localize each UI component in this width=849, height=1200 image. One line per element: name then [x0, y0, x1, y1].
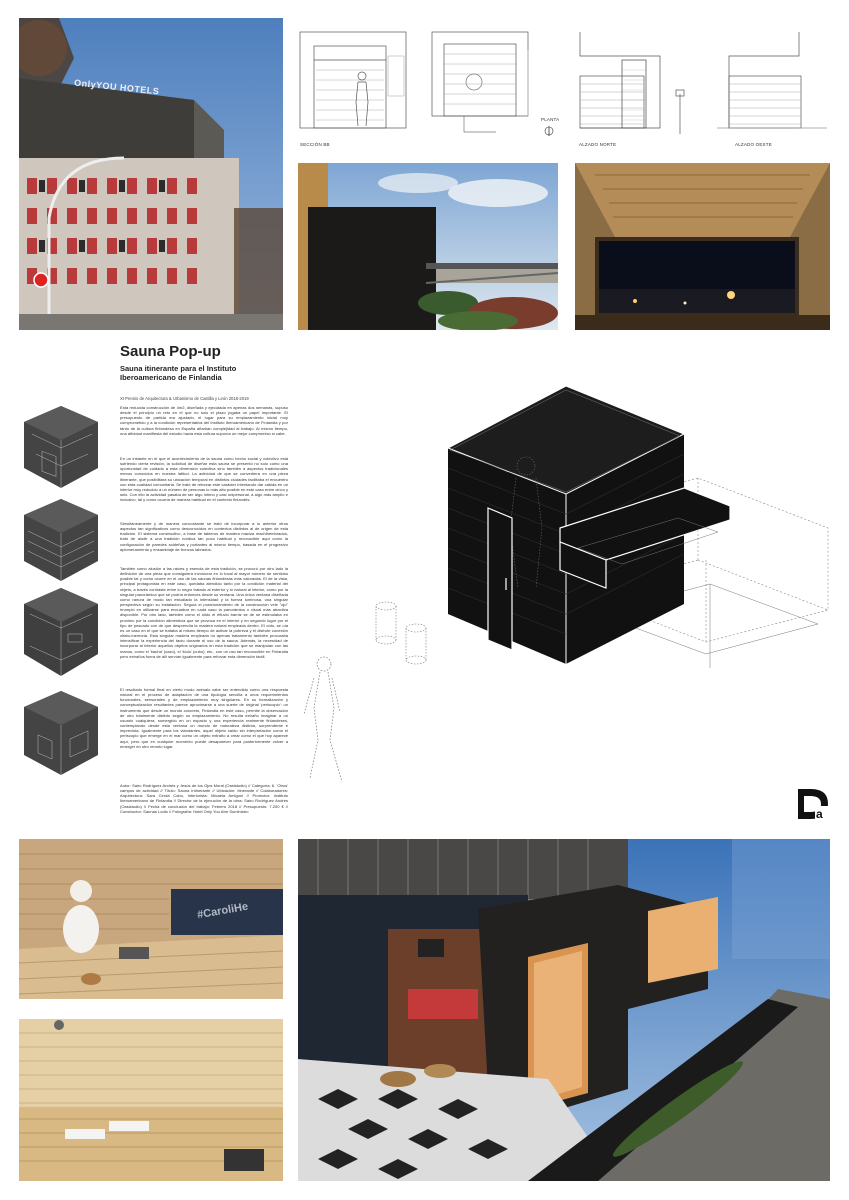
- label-north-elevation: ALZADO NORTE: [579, 142, 617, 147]
- label-section: SECCIÓN BB: [300, 142, 330, 147]
- window-text: #CaroliHe: [196, 900, 250, 922]
- drawing-plan: [430, 30, 540, 135]
- drawing-west-elevation: [715, 30, 830, 135]
- body-paragraph-5: El resultado formal final en cierto modo acimalo cabe ser entendido como una respuesta natural en el proceso de adaptación de una tipología sencilla a unos requerimientos funcionales, sensoriales y de emplazamiento muy singulares. En su formalización y conceptualización resultantes parece aproximarse a una suerte de original 'periscopio': un instrumento que desde un mundo concreto, Finlandia en este caso, permite la observación de otro totalmente distinto según su emplazamiento. No resulta extraño imaginar a un usuario cualquiera, sumergido en un espacio y una experiencia realmente finlandeses, contemplando desde esta ventana un mundo de naturaleza distinta, sorprendente e imprevista. Igualmente para los viandantes, aquel objeto caído sin interpretación como el periscopio que emerge en el mar como un objeto extraño a crear como el que hoy aparece aquí, pero que en cualquier momento puede desaparecer para posteriormente volver a emerger en otro remoto lugar.: [120, 687, 288, 749]
- photo-hotel-facade: [19, 18, 283, 330]
- credits-block: Autor: Sairo Rodríguez Andrés y Jesús de los Ojos Moral (Oasistudio) // Categoría: 6. 'Otros' campos de actividad // Título: Sauna Intinerante // Ubicación: Itinerante // Colaboradores: Arquitectura: Sara Cerdá Cobo, Interiorista: Micaela Amigoni // Promotor: Instituto Iberoamericano de Finlandia // Director de la ejecución de la obra: Sairo Rodríguez Andrés (Oasistudio) // Fecha de conclusión del trabajo: Febrero 2018 // Presupuesto: 7.200 € // Constructor: Saunas Lodio // Fotografía: Hotel Only You Atre Suministro: [120, 783, 288, 814]
- svg-text:a: a: [816, 807, 823, 820]
- photo-window-view-interior: [575, 163, 830, 330]
- body-paragraph-3: Simultáneamente y de manera concordante se trató de incorporar a lo anterior otros aspectos tan significativos como desconocidos en contextos distintos al de origen de esta tradición. El sistema constructivo, a base de tableros de madera maciza machihembrados, trató de aludir a una tradición nórdica tan poco habitual y reconocible aquí como la configuración de paredes soldeñas y portantes al mismo tiempo, basada en el progresivo aplomeramiento y ensamblaje de troncos labrados.: [120, 521, 288, 552]
- axon-cube-3: [22, 586, 100, 678]
- award-line: XI Premio de Arquitectura & Urbanismo de Castilla y León 2018-2019: [120, 396, 249, 401]
- axon-cube-2: [22, 497, 100, 583]
- label-plan: PLANTA: [541, 117, 560, 122]
- north-arrow-icon: [544, 124, 554, 136]
- photo-exterior-dusk: [298, 839, 830, 1181]
- project-subtitle: Sauna itinerante para el Instituto Iberoamericano de Finlandia: [120, 364, 237, 382]
- drawing-section-bb: [298, 30, 408, 130]
- body-paragraph-4: También como alusión a las raíces y esencia de esta tradición, se procuró por otro lado la definición de una pieza que consiguiera involucrar en lo tocal al mayor número de sentidos posible tal y como ocurre en el uso de las saunas finlandesas más valoradas. El de la vista, principal protagonista en este caso, quedaba atendido tanto por la condición material del objeto, a través contraste entre lo negro tratado al exterior y lo natural al interior, como por la singular panorámica que se podría entonces desde su ventana. Una única ventana diseñada como ranura de modo tan estudiado la intensidad y la fuerza luminosa, una singular perspectiva según su instalación. Seguía el posicionamiento de la construcción vele "ojo" irrumpió en utilizarse para encuadrar en cada caso la panorámica o visual más atractiva disponible. Por otro lado, también como el olido el efluvio barniz se de se estimulaba en proximo por la condición alimenticia que se provoca en el interior y en segundo lugar por el tipo de pescado con de que desprendía la madera natural empleada dentro. El oído, se oía es un caso en el que se trataba al mismo tiempo de activar la pobreza y el disfrute conexión olfato-memoria. Esta singular madera empleada no apenas tratamiento también procuraba intensificar la experiencia del tacto durante el uso de la sauna. Además, la necesidad de incorporar al interior aquellos objetos originarios en esta tradición que se manipulan con las manos, como el 'kauha' (cazo), el 'kiulu' (cubo), etc., con un uso tan reconocible en Finlandia pero extraños fuera de allí servían igualmente para reforzar esta dimensión táctil.: [120, 566, 288, 659]
- hotel-sign-text: OnlyYOU HOTELS: [73, 77, 160, 97]
- photo-interior-woman: [19, 839, 283, 999]
- photo-terrace-exterior: [298, 163, 558, 330]
- axon-cube-1: [22, 404, 100, 490]
- body-paragraph-2: En un instante en el que el acontecimiento de la sauna como hecho social y colectivo está sufriendo cierta revisión, la solicitud de diseñar esta sauna se presentó no solo como una oportunidad de cuidado a esta dimensión colectiva sino también a aspectos tradicionales menos conocidos en nuestra latitud. La actividad de que se convertiera en una pieza itinerante, que posibilitara su ubicación temporal en distintos ciudades facilitaba el encuentro con esta cualidad comunitaria. Se trató de reforzar este carácter intentando dar cabida en un interior muy reducido a un número de personas lo más alto posible en este caso entre cinco y seis. Con ello la actividad pasaba de ser algo íntimo y casi unipersonal, a algo más amplio e inclusivo, tal y como ocurría de manera habitual en el contexto finlandés.: [120, 456, 288, 503]
- label-west-elevation: ALZADO OESTE: [735, 142, 772, 147]
- axon-main-sauna: [298, 378, 830, 790]
- project-title: Sauna Pop-up: [120, 343, 221, 360]
- axon-cube-4: [22, 689, 100, 777]
- body-paragraph-1: Esta reducida construcción de 4m2, diseñada y ejecutada en apenas dos semanas, supuso desde el principio un reto en el que no solo el plazo jugaba un papel importante. El presupuesto de partida era ajustado, el lugar para su emplazamiento inicial muy comprometido y a la condición representativa del Instituto Iberoamericano de Finlandia y por tanto de la cultura finlandesa en España añadían complejidad al trabajo. Al mismo tiempo, una afinidad manifiesta del estudio hacia esta cultura suponía un mejor compromiso si cabe.: [120, 405, 288, 436]
- photo-interior-bench: [19, 1019, 283, 1181]
- drawing-north-elevation: [578, 30, 688, 135]
- studio-logo: [797, 788, 829, 820]
